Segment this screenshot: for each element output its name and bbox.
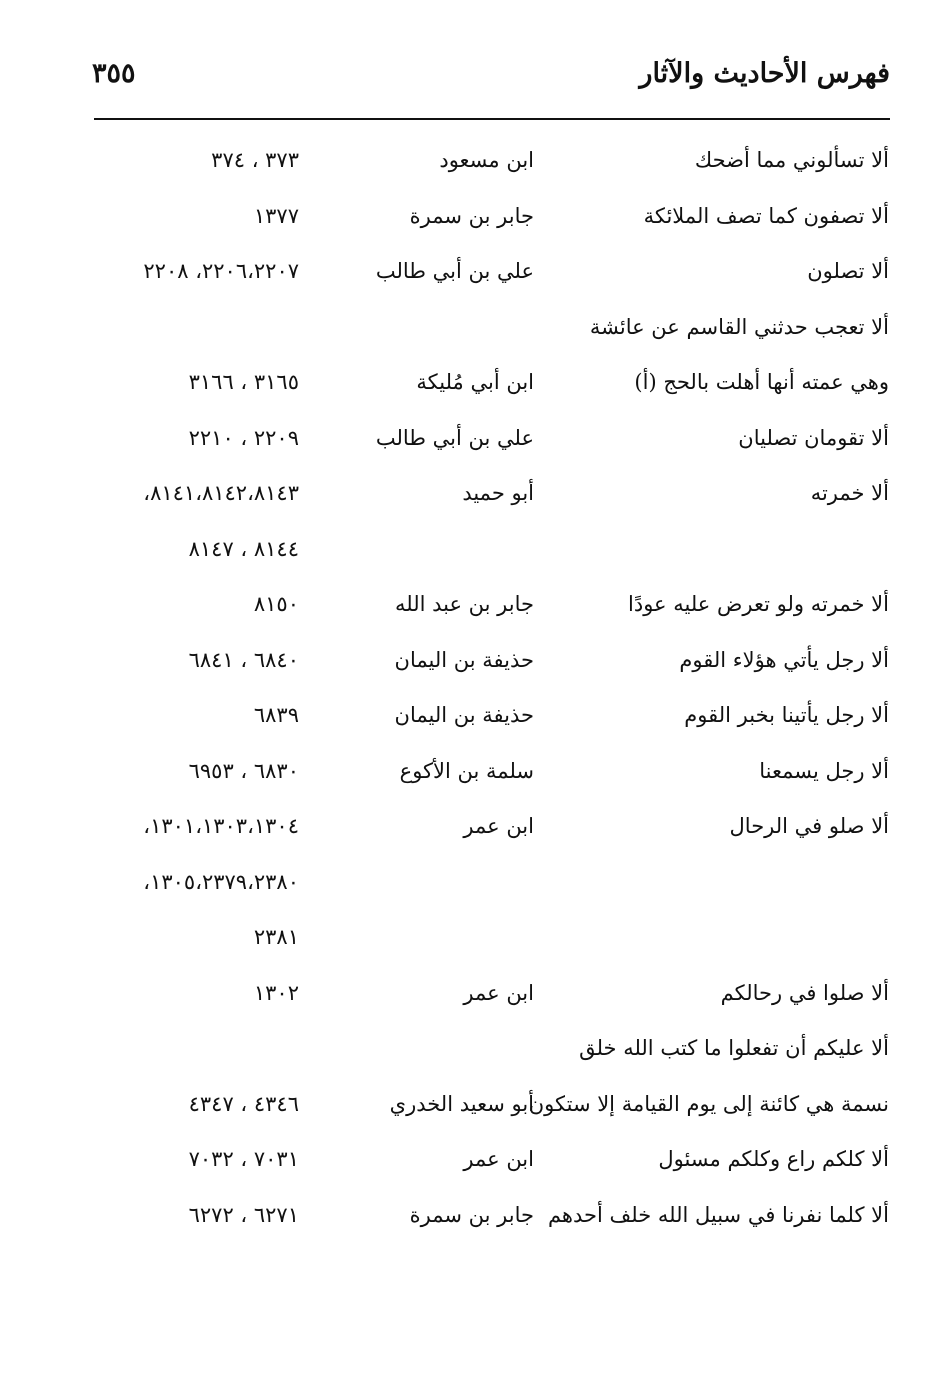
index-row	[0, 414, 929, 470]
index-row	[0, 802, 929, 858]
hadith-text: ألا خمرته ولو تعرض عليه عودًا	[628, 592, 889, 616]
reference-numbers: ٧٠٣١ ، ٧٠٣٢	[188, 1147, 299, 1171]
index-row	[0, 580, 929, 636]
narrator-name: علي بن أبي طالب	[375, 259, 534, 283]
reference-numbers: ٢٣٨١	[253, 925, 299, 949]
narrator-name: أبو حميد	[462, 481, 534, 505]
reference-numbers: ١٣٧٧	[253, 203, 299, 228]
index-row	[0, 913, 929, 969]
hadith-text: ألا خمرته	[810, 481, 889, 505]
page-number: ٣٥٥	[92, 58, 136, 89]
hadith-text: ألا تقومان تصليان	[738, 425, 889, 450]
hadith-text: ألا رجل يسمعنا	[759, 758, 889, 783]
reference-numbers: ٤٣٤٦ ، ٤٣٤٧	[188, 1091, 299, 1116]
narrator-name: جابر بن عبد الله	[394, 592, 534, 616]
index-row	[0, 1135, 929, 1191]
index-row	[0, 136, 929, 192]
reference-numbers: ٨١٤٤ ، ٨١٤٧	[188, 536, 299, 561]
index-row	[0, 192, 929, 248]
hadith-text: وهي عمته أنها أهلت بالحج (أ)	[634, 370, 889, 394]
reference-numbers: ١٣٠١،١٣٠٣،١٣٠٤،	[143, 814, 299, 838]
header-rule	[94, 118, 890, 120]
narrator-name: ابن أبي مُليكة	[416, 370, 534, 394]
page-title: فهرس الأحاديث والآثار	[639, 58, 890, 89]
hadith-text: ألا عليكم أن تفعلوا ما كتب الله خلق	[579, 1036, 889, 1060]
narrator-name: حذيفة بن اليمان	[394, 647, 534, 672]
hadith-text: ألا تصلون	[807, 259, 889, 283]
hadith-text: ألا كلكم راع وكلكم مسئول	[658, 1147, 889, 1171]
reference-numbers: ٦٨٣٠ ، ٦٩٥٣	[188, 758, 299, 783]
index-row	[0, 747, 929, 803]
index-row	[0, 303, 929, 359]
hadith-text: ألا صلوا في رحالكم	[720, 980, 889, 1005]
reference-numbers: ٢٢٠٦،٢٢٠٧، ٢٢٠٨	[143, 259, 299, 283]
reference-numbers: ١٣٠٢	[253, 980, 299, 1005]
hadith-text: ألا كلما نفرنا في سبيل الله خلف أحدهم	[547, 1202, 889, 1227]
narrator-name: سلمة بن الأكوع	[399, 758, 534, 783]
index-row	[0, 1191, 929, 1247]
index-row	[0, 525, 929, 581]
hadith-text: ألا رجل يأتي هؤلاء القوم	[679, 647, 889, 672]
narrator-name: جابر بن سمرة	[409, 203, 534, 228]
index-row	[0, 1080, 929, 1136]
reference-numbers: ٣١٦٥ ، ٣١٦٦	[188, 370, 299, 394]
index-row	[0, 969, 929, 1025]
narrator-name: أبو سعيد الخدري	[389, 1091, 534, 1116]
hadith-text: ألا تسألوني مما أضحك	[694, 148, 889, 172]
narrator-name: ابن عمر	[463, 814, 534, 838]
hadith-text: نسمة هي كائنة إلى يوم القيامة إلا ستكون	[528, 1091, 889, 1116]
reference-numbers: ٦٨٤٠ ، ٦٨٤١	[188, 647, 299, 672]
reference-numbers: ١٣٠٥،٢٣٧٩،٢٣٨٠،	[143, 869, 299, 894]
reference-numbers: ٨١٥٠	[253, 592, 299, 616]
index-row	[0, 691, 929, 747]
index-row	[0, 1024, 929, 1080]
reference-numbers: ٢٢٠٩ ، ٢٢١٠	[188, 425, 299, 450]
hadith-text: ألا رجل يأتينا بخبر القوم	[684, 703, 889, 727]
hadith-index-list	[0, 136, 929, 1246]
index-row	[0, 247, 929, 303]
hadith-text: ألا تصفون كما تصف الملائكة	[643, 203, 889, 228]
reference-numbers: ٨١٤١،٨١٤٢،٨١٤٣،	[143, 481, 299, 505]
narrator-name: علي بن أبي طالب	[375, 425, 534, 450]
narrator-name: حذيفة بن اليمان	[394, 703, 534, 727]
hadith-text: ألا صلو في الرحال	[729, 814, 889, 838]
reference-numbers: ٣٧٣ ، ٣٧٤	[211, 148, 299, 172]
reference-numbers: ٦٨٣٩	[253, 703, 299, 727]
hadith-text: ألا تعجب حدثني القاسم عن عائشة	[589, 314, 889, 339]
narrator-name: ابن مسعود	[439, 148, 534, 172]
index-row	[0, 636, 929, 692]
index-row	[0, 358, 929, 414]
page-header	[92, 58, 890, 106]
index-row	[0, 469, 929, 525]
narrator-name: جابر بن سمرة	[409, 1202, 534, 1227]
reference-numbers: ٦٢٧١ ، ٦٢٧٢	[188, 1202, 299, 1227]
narrator-name: ابن عمر	[463, 980, 534, 1005]
narrator-name: ابن عمر	[463, 1147, 534, 1171]
index-row	[0, 858, 929, 914]
